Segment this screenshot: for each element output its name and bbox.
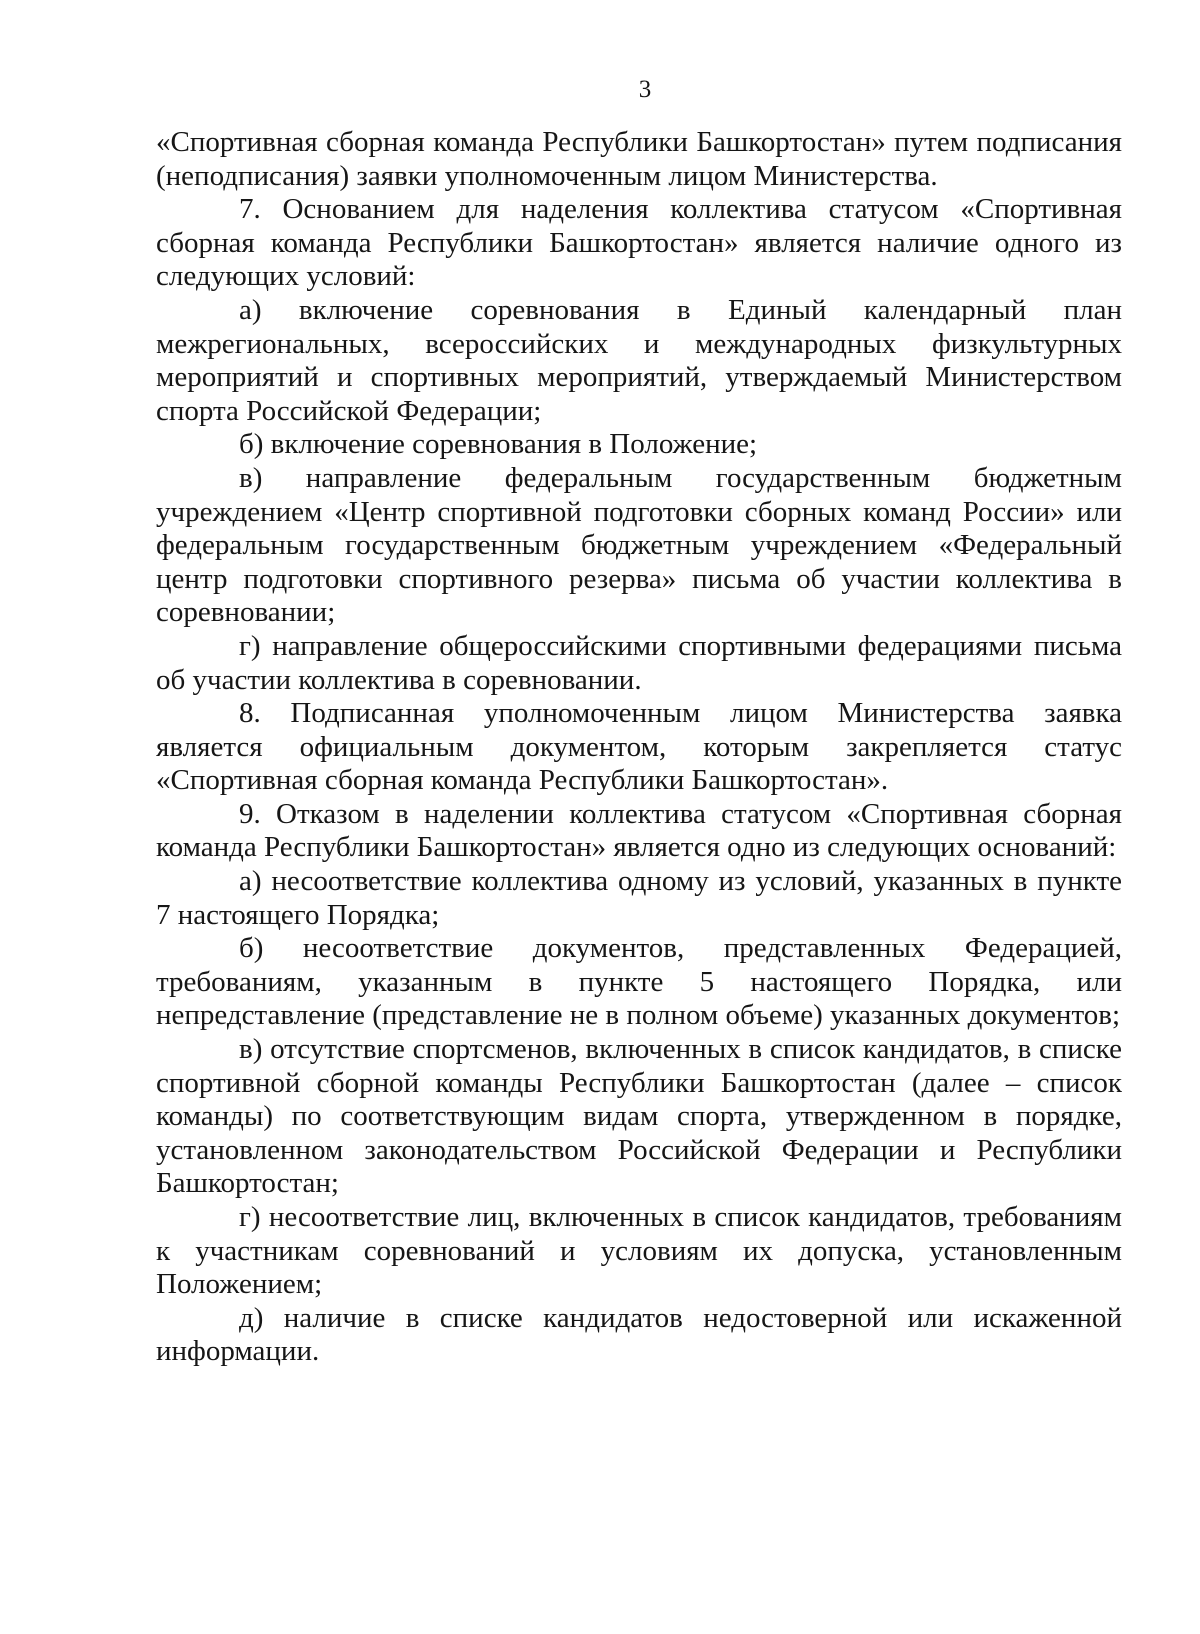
paragraph-item-7a: а) включение соревнования в Единый календарный план межрегиональных, всероссийских и международных физкультурных мероприятий и спортивных мероприятий, утверждаемый Министерством спорта Российской Федерации; — [156, 293, 1122, 427]
paragraph-item-9g: г) несоответствие лиц, включенных в список кандидатов, требованиям к участникам соревнований и условиям их допуска, установленным Положением; — [156, 1201, 1122, 1301]
paragraph-item-9a: а) несоответствие коллектива одному из условий, указанных в пункте 7 настоящего Порядка; — [156, 865, 1122, 931]
document-body — [156, 126, 1122, 1369]
paragraph-item-8: 8. Подписанная уполномоченным лицом Министерства заявка является официальным документом, которым закрепляется статус «Спортивная сборная команда Республики Башкортостан». — [156, 697, 1122, 797]
paragraph-item-9d: д) наличие в списке кандидатов недостоверной или искаженной информации. — [156, 1301, 1122, 1368]
page-number: 3 — [638, 76, 652, 103]
paragraph-continuation: «Спортивная сборная команда Республики Башкортостан» путем подписания (неподписания) заявки уполномоченным лицом Министерства. — [156, 126, 1122, 192]
paragraph-item-7v: в) направление федеральным государственным бюджетным учреждением «Центр спортивной подготовки сборных команд России» или федеральным государственным бюджетным учреждением «Федеральный центр подготовки спортивного резерва» письма об участии коллектива в соревновании; — [156, 461, 1122, 629]
paragraph-item-9b: б) несоответствие документов, представленных Федерацией, требованиям, указанным в пункте 5 настоящего Порядка, или непредставление (представление не в полном объеме) указанных документов; — [156, 932, 1122, 1032]
paragraph-item-7g: г) направление общероссийскими спортивными федерациями письма об участии коллектива в соревновании. — [156, 629, 1122, 696]
paragraph-item-9v: в) отсутствие спортсменов, включенных в список кандидатов, в списке спортивной сборной команды Республики Башкортостан (далее – список команды) по соответствующим видам спорта, утвержденном в порядке, установленном законодательством Российской Федерации и Республики Башкортостан; — [156, 1033, 1122, 1200]
paragraph-item-7b: б) включение соревнования в Положение; — [239, 428, 758, 461]
paragraph-item-7: 7. Основанием для наделения коллектива статусом «Спортивная сборная команда Республики Башкортостан» является наличие одного из следующих условий: — [156, 193, 1122, 293]
paragraph-item-9: 9. Отказом в наделении коллектива статусом «Спортивная сборная команда Республики Башкортостан» является одно из следующих оснований: — [156, 797, 1122, 864]
